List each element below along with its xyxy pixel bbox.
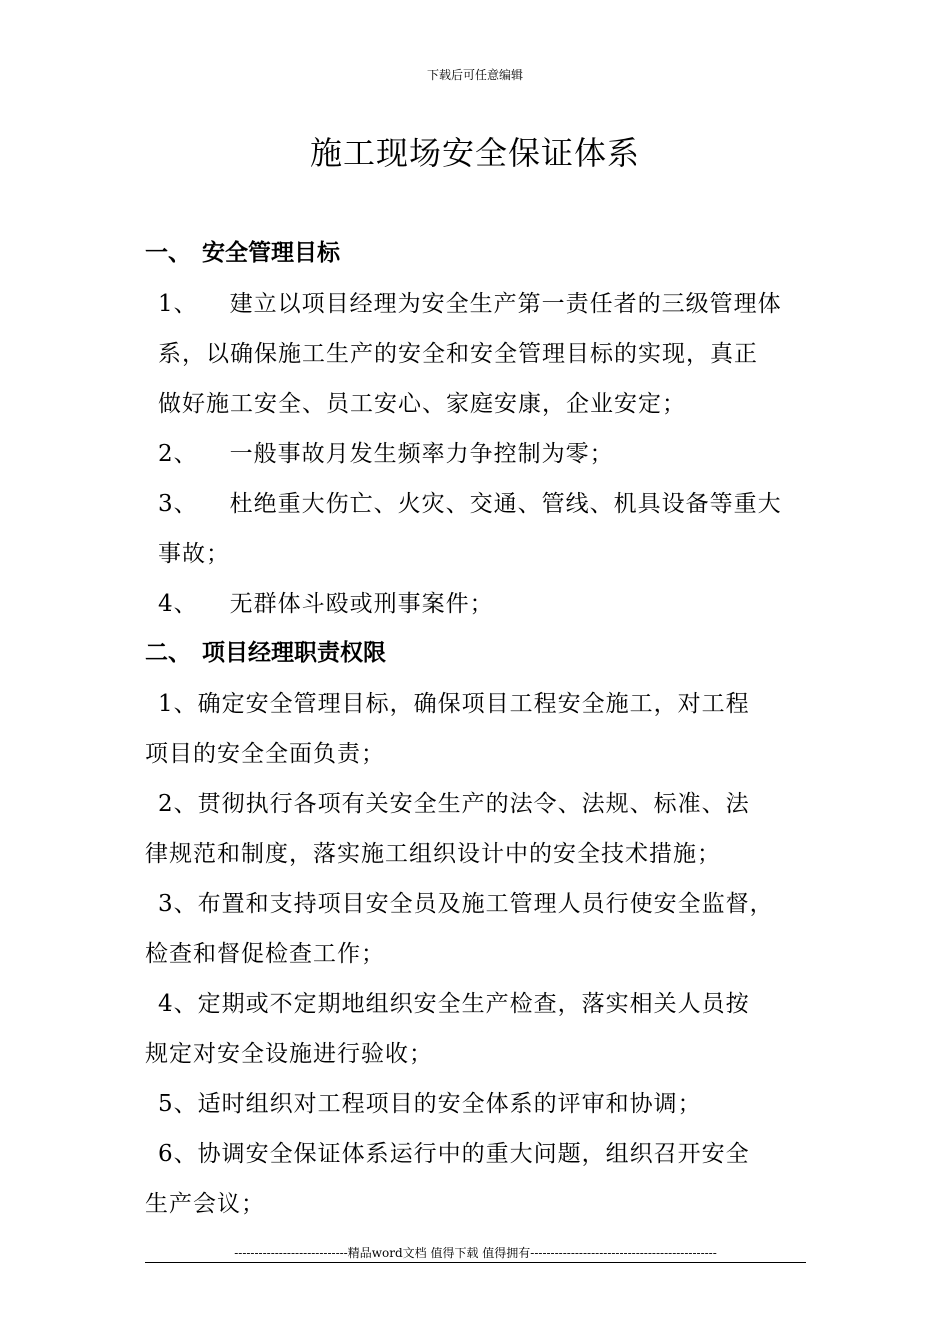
paragraph-line: 3、布置和支持项目安全员及施工管理人员行使安全监督， [158, 891, 774, 917]
paragraph-line: 2、贯彻执行各项有关安全生产的法令、法规、标准、法 [158, 791, 750, 817]
header-note: 下载后可任意编辑 [426, 68, 523, 82]
list-item-continuation: 事故； [158, 541, 230, 567]
paragraph-line: 律规范和制度，落实施工组织设计中的安全技术措施； [145, 841, 721, 867]
paragraph-line: 规定对安全设施进行验收； [145, 1041, 433, 1067]
item-text: 一般事故月发生频率力争控制为零； [229, 441, 614, 467]
paragraph-line: 1、确定安全管理目标，确保项目工程安全施工，对工程 [158, 691, 750, 717]
section-title: 项目经理职责权限 [202, 640, 386, 666]
paragraph-line: 检查和督促检查工作； [145, 941, 385, 967]
document-title: 施工现场安全保证体系 [309, 134, 640, 172]
list-item [158, 435, 614, 468]
list-item [158, 585, 494, 618]
section-heading [145, 234, 340, 267]
section-title: 安全管理目标 [202, 240, 340, 266]
item-text: 建立以项目经理为安全生产第一责任者的三级管理体 [229, 291, 782, 317]
paragraph-line: 生产会议； [145, 1191, 265, 1217]
section-number: 二、 [145, 640, 191, 666]
paragraph-line: 5、适时组织对工程项目的安全体系的评审和协调； [158, 1091, 702, 1117]
item-number: 2、 [158, 441, 198, 467]
paragraph-line: 项目的安全全面负责； [145, 741, 385, 767]
list-item-continuation: 做好施工安全、员工安心、家庭安康，企业安定； [158, 391, 686, 417]
item-text: 杜绝重大伤亡、火灾、交通、管线、机具设备等重大 [229, 491, 782, 517]
list-item-continuation: 系，以确保施工生产的安全和安全管理目标的实现，真正 [158, 341, 758, 367]
footer-note: ----------------------------精品word文档 值得下载 值得拥有---------------------------------------------- [234, 1246, 717, 1260]
item-number: 3、 [158, 491, 198, 517]
item-text: 无群体斗殴或刑事案件； [229, 591, 494, 617]
item-number: 4、 [158, 591, 198, 617]
list-item [158, 285, 782, 318]
paragraph-line: 4、定期或不定期地组织安全生产检查，落实相关人员按 [158, 991, 750, 1017]
list-item [158, 485, 782, 518]
footer-rule [145, 1262, 806, 1263]
item-number: 1、 [158, 291, 198, 317]
section-number: 一、 [145, 240, 191, 266]
section-heading [145, 634, 386, 667]
paragraph-line: 6、协调安全保证体系运行中的重大问题，组织召开安全 [158, 1141, 750, 1167]
